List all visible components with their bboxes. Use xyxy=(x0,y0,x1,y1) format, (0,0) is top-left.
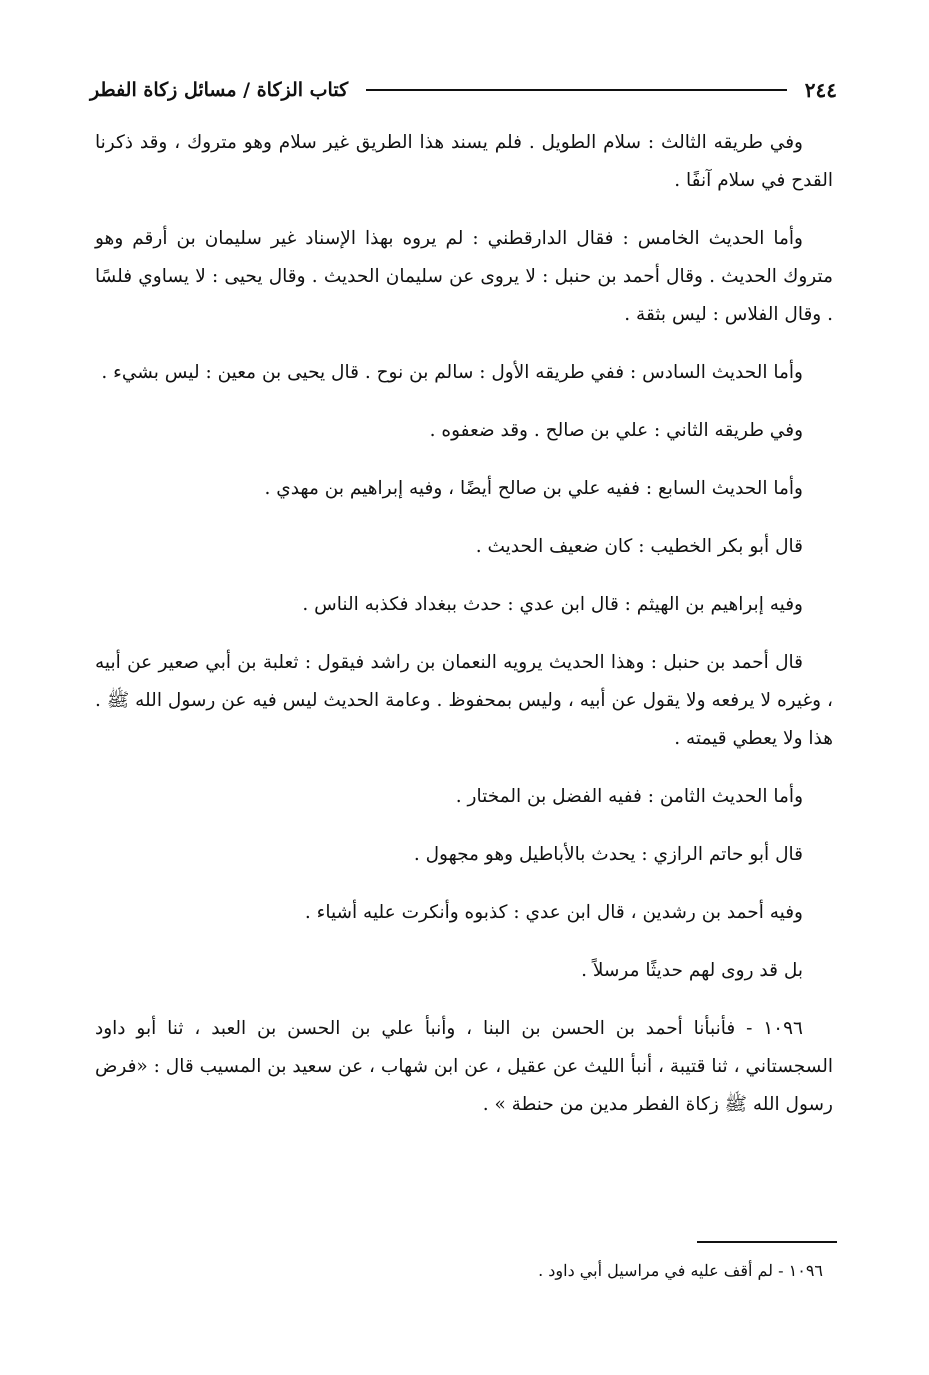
footnote: ١٠٩٦ - لم أقف عليه في مراسيل أبي داود . xyxy=(538,1261,823,1280)
running-title: كتاب الزكاة / مسائل زكاة الفطر xyxy=(90,79,349,101)
paragraph: وأما الحديث الثامن : ففيه الفضل بن المختار . xyxy=(455,786,803,807)
paragraph: وفيه إبراهيم بن الهيثم : قال ابن عدي : حدث ببغداد فكذبه الناس . xyxy=(302,594,803,615)
page-header xyxy=(90,70,837,110)
paragraph: بل قد روى لهم حديثًا مرسلاً . xyxy=(581,960,803,981)
footnote-rule xyxy=(697,1241,837,1243)
page-number: ٢٤٤ xyxy=(804,78,837,102)
paragraph: وأما الحديث السادس : ففي طريقه الأول : سالم بن نوح . قال يحيى بن معين : ليس بشيء . xyxy=(101,362,803,383)
paragraph: وأما الحديث الخامس : فقال الدارقطني : لم يروه بهذا الإسناد غير سليمان بن أرقم وهو متروك الحديث . وقال أحمد بن حنبل : لا يروى عن سليمان الحديث . وقال يحيى : لا يساوي فلسًا . وقال الفلاس : ليس بثقة . xyxy=(95,228,833,325)
paragraph: وفي طريقه الثالث : سلام الطويل . فلم يسند هذا الطريق غير سلام وهو متروك ، وقد ذكرنا القدح في سلام آنفًا . xyxy=(95,132,833,191)
paragraph: قال أبو بكر الخطيب : كان ضعيف الحديث . xyxy=(475,536,803,557)
paragraph: وأما الحديث السابع : ففيه علي بن صالح أيضًا ، وفيه إبراهيم بن مهدي . xyxy=(264,478,803,499)
paragraph: قال أحمد بن حنبل : وهذا الحديث يرويه النعمان بن راشد فيقول : ثعلبة بن أبي صعير عن أبيه ، وغيره لا يرفعه ولا يقول عن أبيه ، وليس بمحفوظ . وعامة الحديث ليس فيه عن رسول الله ﷺ . هذا ولا يعطي قيمته . xyxy=(95,652,833,749)
hadith-paragraph: ١٠٩٦ - فأنبأنا أحمد بن الحسن بن البنا ، وأنبأ علي بن الحسن بن العبد ، ثنا أبو داود السجستاني ، ثنا قتيبة ، أنبأ الليث عن عقيل ، عن ابن شهاب ، عن سعيد بن المسيب قال : «فرض رسول الله ﷺ زكاة الفطر مدين من حنطة » . xyxy=(95,1018,833,1115)
paragraph: قال أبو حاتم الرازي : يحدث بالأباطيل وهو مجهول . xyxy=(413,844,803,865)
paragraph: وفيه أحمد بن رشدين ، قال ابن عدي : كذبوه وأنكرت عليه أشياء . xyxy=(304,902,803,923)
header-rule xyxy=(366,89,787,91)
paragraph: وفي طريقه الثاني : علي بن صالح . وقد ضعفوه . xyxy=(429,420,803,441)
body-text xyxy=(95,124,833,1144)
